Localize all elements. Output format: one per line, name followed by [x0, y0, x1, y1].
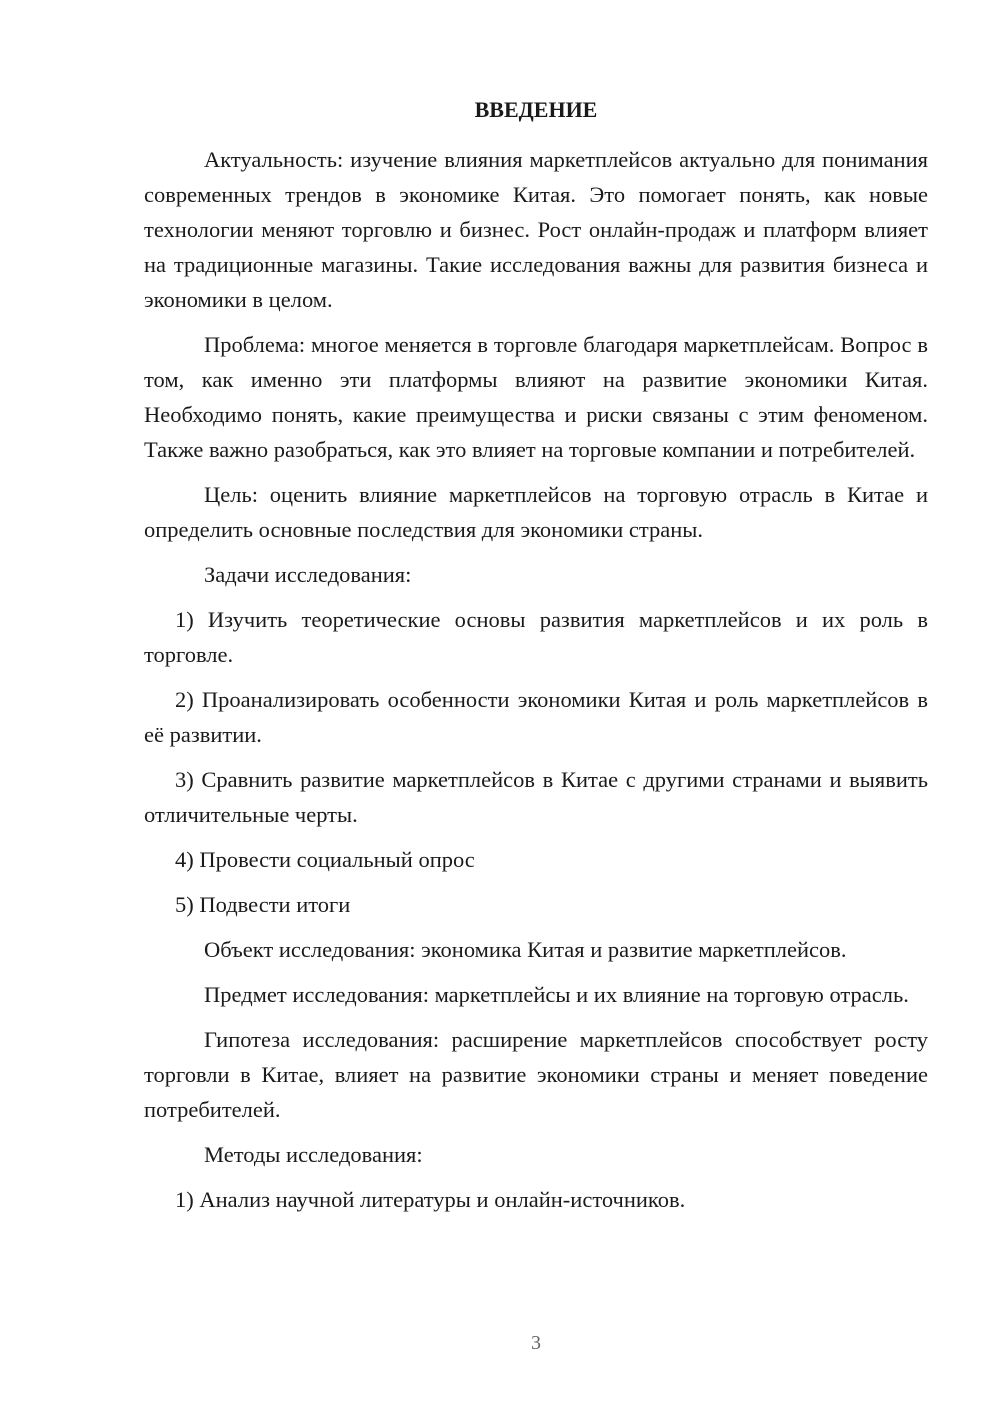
paragraph-subject: Предмет исследования: маркетплейсы и их влияние на торговую отрасль. — [204, 982, 909, 1007]
paragraph-methods-heading: Методы исследования: — [204, 1142, 423, 1167]
paragraph-problem: Проблема: многое меняется в торговле благодаря маркетплейсам. Вопрос в том, как именно эти платформы влияют на развитие экономики Китая. Необходимо понять, какие преимущества и риски связаны с этим феноменом. Также важно разобраться, как это влияет на торговые компании и потребителей. — [144, 332, 928, 462]
paragraph-goal: Цель: оценить влияние маркетплейсов на торговую отрасль в Китае и определить основные последствия для экономики страны. — [144, 482, 928, 542]
section-heading: ВВЕДЕНИЕ — [474, 97, 598, 122]
paragraph-tasks-heading: Задачи исследования: — [204, 562, 412, 587]
list-item-task-2: 2) Проанализировать особенности экономики Китая и роль маркетплейсов в её развитии. — [144, 687, 928, 747]
paragraph-relevance: Актуальность: изучение влияния маркетплейсов актуально для понимания современных трендов в экономике Китая. Это помогает понять, как новые технологии меняют торговлю и бизнес. Рост онлайн-продаж и платформ влияет на традиционные магазины. Такие исследования важны для развития бизнеса и экономики в целом. — [144, 147, 928, 312]
paragraph-hypothesis: Гипотеза исследования: расширение маркетплейсов способствует росту торговли в Китае, влияет на развитие экономики страны и меняет поведение потребителей. — [144, 1027, 928, 1122]
list-item-task-3: 3) Сравнить развитие маркетплейсов в Китае с другими странами и выявить отличительные черты. — [144, 767, 928, 827]
list-item-task-5: 5) Подвести итоги — [175, 892, 351, 917]
document-page — [144, 92, 928, 1227]
page-number: 3 — [531, 1332, 541, 1354]
list-item-method-1: 1) Анализ научной литературы и онлайн-источников. — [175, 1187, 686, 1212]
list-item-task-1: 1) Изучить теоретические основы развития маркетплейсов и их роль в торговле. — [144, 607, 928, 667]
paragraph-object: Объект исследования: экономика Китая и развитие маркетплейсов. — [204, 937, 847, 962]
list-item-task-4: 4) Провести социальный опрос — [175, 847, 475, 872]
